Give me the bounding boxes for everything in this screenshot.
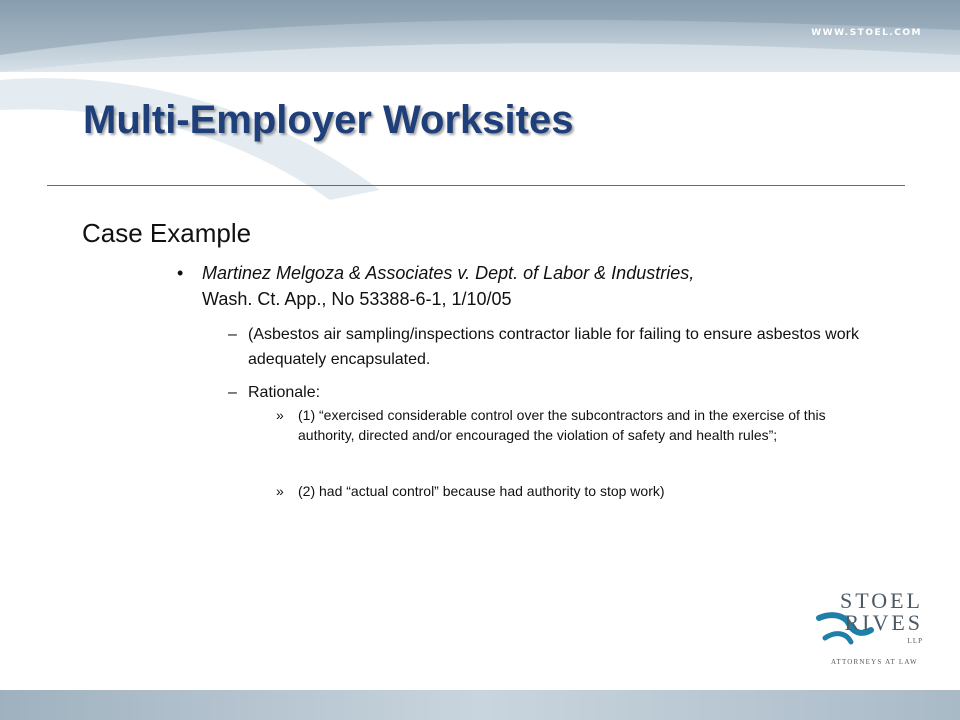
dash-marker: –: [228, 326, 237, 343]
logo-tagline: ATTORNEYS AT LAW: [831, 658, 918, 666]
case-reference: Wash. Ct. App., No 53388-6-1, 1/10/05: [202, 289, 512, 309]
point-item: [228, 322, 888, 372]
chevron-marker: »: [276, 483, 284, 499]
point-item: [228, 380, 888, 405]
subpoint-item: [276, 405, 876, 445]
subpoint-item: [276, 481, 876, 501]
chevron-marker: »: [276, 407, 284, 423]
point-text: (Asbestos air sampling/inspections contractor liable for failing to ensure asbestos work adequately encapsulated.: [248, 326, 859, 368]
section-heading: Case Example: [82, 218, 252, 248]
website-url[interactable]: WWW.STOEL.COM: [811, 28, 922, 38]
stoel-rives-logo: [815, 588, 935, 670]
slide-title: Multi-Employer Worksites: [83, 98, 574, 142]
logo-llp: LLP: [907, 637, 923, 645]
logo-name-line2: RIVES: [844, 610, 923, 635]
bullet-marker: •: [177, 263, 184, 283]
case-name: Martinez Melgoza & Associates v. Dept. of Labor & Industries,: [202, 263, 695, 283]
title-divider: [47, 185, 905, 186]
footer-band: [0, 690, 960, 720]
subpoint-text: (2) had “actual control” because had authority to stop work): [298, 483, 665, 499]
case-citation: [177, 260, 877, 312]
dash-marker: –: [228, 384, 237, 401]
subpoint-text: (1) “exercised considerable control over the subcontractors and in the exercise of this authority, directed and/or encouraged the violation of safety and health rules”;: [298, 407, 826, 443]
logo-name-line1: STOEL: [839, 588, 923, 613]
point-text: Rationale:: [248, 384, 321, 401]
